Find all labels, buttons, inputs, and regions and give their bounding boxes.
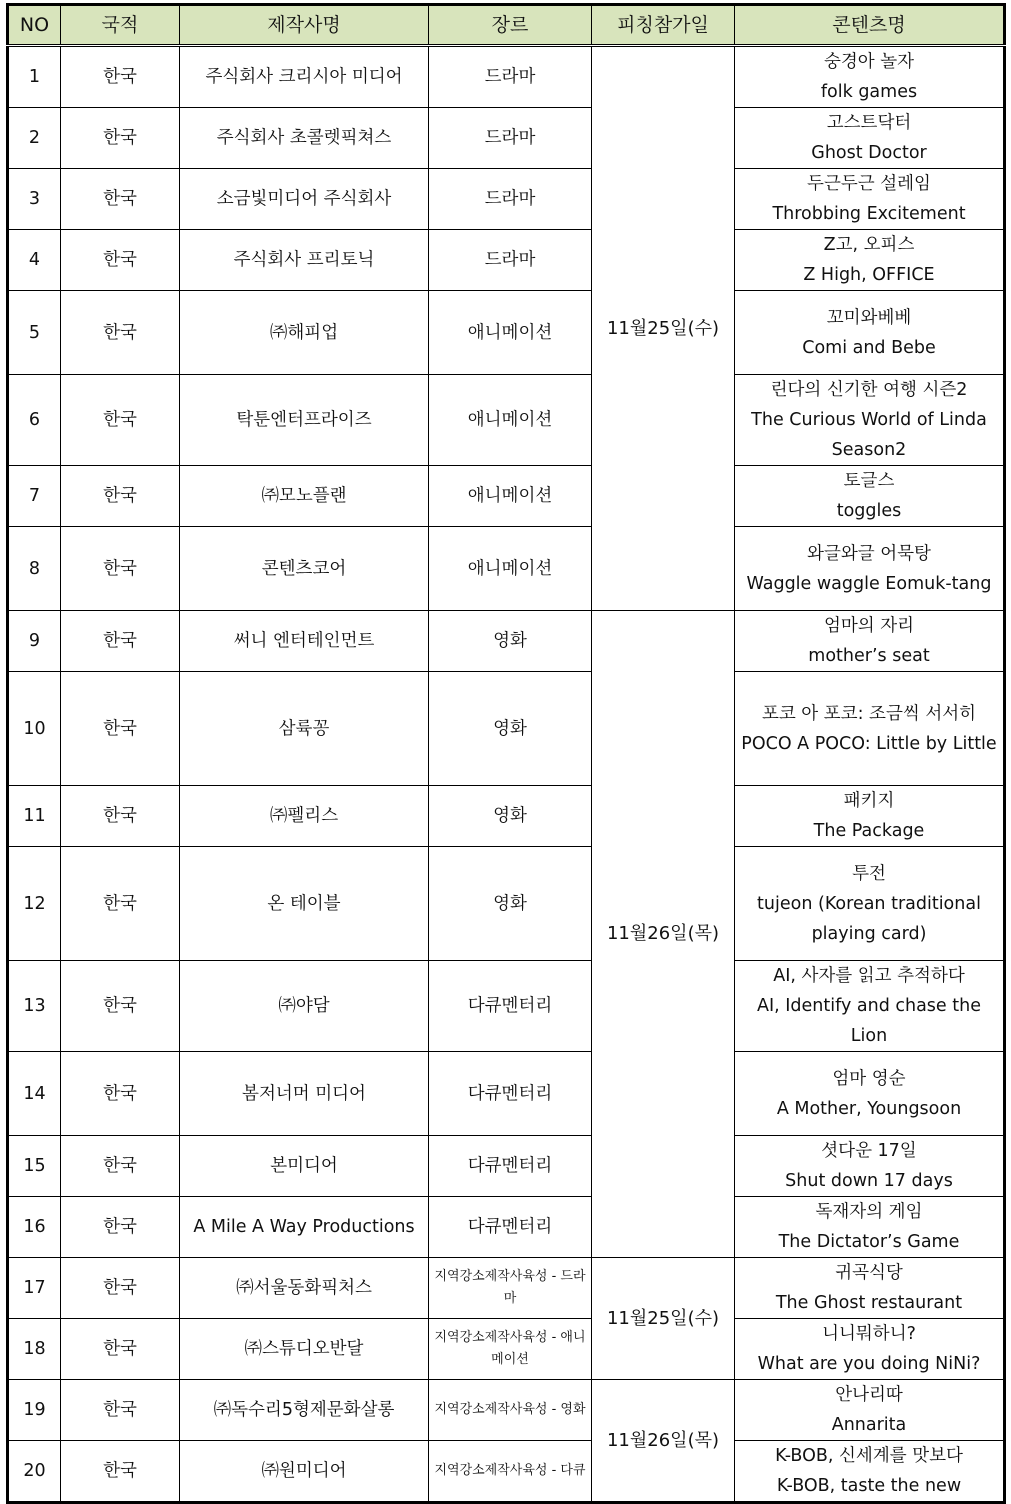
table-row (8, 611, 1005, 672)
table-row (8, 1441, 1005, 1503)
cell-genre: 다큐멘터리 (429, 1197, 592, 1258)
content-table (6, 3, 1006, 1504)
content-title-en: The Curious World of Linda Season2 (751, 410, 987, 460)
cell-content (735, 1197, 1005, 1258)
cell-country: 한국 (61, 230, 180, 291)
table-row (8, 1136, 1005, 1197)
cell-content (735, 291, 1005, 375)
cell-genre: 영화 (429, 611, 592, 672)
content-title-en: tujeon (Korean traditional playing card) (757, 893, 981, 944)
table-row (8, 466, 1005, 527)
table-row (8, 108, 1005, 169)
cell-genre: 영화 (429, 786, 592, 847)
cell-no: 17 (8, 1258, 61, 1319)
cell-company: A Mile A Way Productions (180, 1197, 429, 1258)
cell-content (735, 847, 1005, 961)
cell-content (735, 527, 1005, 611)
cell-content (735, 1319, 1005, 1380)
cell-no: 20 (8, 1441, 61, 1503)
content-title-ko: 린다의 신기한 여행 시즌2 (770, 380, 968, 400)
cell-genre: 드라마 (429, 169, 592, 230)
table-wrapper (6, 3, 1006, 1504)
cell-country: 한국 (61, 1441, 180, 1503)
cell-country: 한국 (61, 108, 180, 169)
cell-company: 써니 엔터테인먼트 (180, 611, 429, 672)
cell-company: ㈜펠리스 (180, 786, 429, 847)
content-title-ko: 와글와글 어묵탕 (807, 543, 931, 564)
content-title-en: The Dictator’s Game (778, 1232, 960, 1252)
cell-no: 15 (8, 1136, 61, 1197)
content-title-en: Ghost Doctor (811, 143, 927, 163)
cell-content (735, 786, 1005, 847)
content-title-ko: 셧다운 17일 (821, 1141, 917, 1161)
content-title-ko: 투전 (852, 863, 886, 884)
cell-country: 한국 (61, 1319, 180, 1380)
content-title-ko: 엄마의 자리 (823, 616, 915, 636)
content-title-ko: 토글스 (843, 471, 895, 491)
cell-content (735, 230, 1005, 291)
content-title-en: K-BOB, taste the new (776, 1476, 962, 1496)
header-content: 콘텐츠명 (735, 5, 1005, 46)
cell-country: 한국 (61, 1136, 180, 1197)
cell-genre: 애니메이션 (429, 375, 592, 466)
cell-genre: 드라마 (429, 230, 592, 291)
cell-content (735, 466, 1005, 527)
cell-company: 주식회사 프리토닉 (180, 230, 429, 291)
header-date: 피칭참가일 (592, 5, 735, 46)
content-title-en: Shut down 17 days (785, 1171, 953, 1191)
content-title-en: Waggle waggle Eomuk-tang (746, 573, 992, 594)
cell-no: 18 (8, 1319, 61, 1380)
cell-content (735, 1136, 1005, 1197)
content-title-en: AI, Identify and chase the Lion (757, 996, 981, 1046)
content-title-en: What are you doing NiNi? (757, 1354, 981, 1374)
cell-no: 6 (8, 375, 61, 466)
cell-no: 14 (8, 1052, 61, 1136)
cell-genre: 애니메이션 (429, 291, 592, 375)
cell-genre: 드라마 (429, 46, 592, 108)
table-row (8, 46, 1005, 108)
cell-content (735, 672, 1005, 786)
content-title-en: Annarita (831, 1415, 907, 1435)
content-title-en: mother’s seat (808, 646, 930, 666)
cell-country: 한국 (61, 466, 180, 527)
cell-no: 16 (8, 1197, 61, 1258)
content-title-en: toggles (836, 501, 902, 521)
header-company: 제작사명 (180, 5, 429, 46)
cell-content (735, 611, 1005, 672)
cell-company: ㈜스튜디오반달 (180, 1319, 429, 1380)
cell-content (735, 961, 1005, 1052)
table-row (8, 847, 1005, 961)
cell-content (735, 46, 1005, 108)
cell-no: 13 (8, 961, 61, 1052)
cell-content (735, 1052, 1005, 1136)
content-title-ko: Z고, 오피스 (823, 235, 915, 255)
content-title-en: Comi and Bebe (802, 337, 936, 358)
cell-date: 11월25일(수) (592, 1258, 735, 1380)
table-row (8, 961, 1005, 1052)
cell-country: 한국 (61, 1052, 180, 1136)
content-title-en: folk games (820, 82, 918, 102)
table-row (8, 1197, 1005, 1258)
cell-content (735, 169, 1005, 230)
content-title-ko: 패키지 (843, 791, 895, 811)
content-title-ko: 엄마 영순 (832, 1068, 906, 1089)
cell-company: ㈜야담 (180, 961, 429, 1052)
content-title-en: The Package (813, 821, 925, 841)
cell-country: 한국 (61, 375, 180, 466)
cell-date: 11월25일(수) (592, 46, 735, 611)
table-row (8, 672, 1005, 786)
cell-genre: 다큐멘터리 (429, 961, 592, 1052)
cell-date: 11월26일(목) (592, 611, 735, 1258)
cell-no: 7 (8, 466, 61, 527)
cell-country: 한국 (61, 786, 180, 847)
cell-no: 19 (8, 1380, 61, 1441)
cell-no: 9 (8, 611, 61, 672)
content-title-ko: 두근두근 설레임 (807, 174, 931, 194)
content-title-en: A Mother, Youngsoon (776, 1098, 962, 1119)
cell-content (735, 1258, 1005, 1319)
cell-genre: 지역강소제작사육성 - 드라마 (429, 1258, 592, 1319)
cell-content (735, 1441, 1005, 1503)
content-title-en: The Ghost restaurant (775, 1293, 963, 1313)
cell-company: ㈜독수리5형제문화살롱 (180, 1380, 429, 1441)
cell-country: 한국 (61, 291, 180, 375)
cell-genre: 드라마 (429, 108, 592, 169)
cell-no: 5 (8, 291, 61, 375)
content-title-ko: 안나리따 (835, 1385, 903, 1405)
cell-genre: 영화 (429, 847, 592, 961)
cell-no: 10 (8, 672, 61, 786)
cell-company: 주식회사 초콜렛픽쳐스 (180, 108, 429, 169)
table-row (8, 1258, 1005, 1319)
cell-country: 한국 (61, 1197, 180, 1258)
cell-genre: 영화 (429, 672, 592, 786)
cell-genre: 지역강소제작사육성 - 다큐 (429, 1441, 592, 1503)
content-title-ko: 귀곡식당 (835, 1263, 903, 1283)
cell-company: ㈜원미디어 (180, 1441, 429, 1503)
table-row (8, 375, 1005, 466)
cell-country: 한국 (61, 169, 180, 230)
cell-country: 한국 (61, 46, 180, 108)
content-title-ko: K-BOB, 신세계를 맛보다 (775, 1446, 963, 1466)
cell-company: 소금빛미디어 주식회사 (180, 169, 429, 230)
content-title-ko: 니니뭐하니? (822, 1324, 916, 1344)
cell-company: ㈜서울동화픽처스 (180, 1258, 429, 1319)
cell-genre: 지역강소제작사육성 - 영화 (429, 1380, 592, 1441)
cell-genre: 지역강소제작사육성 - 애니메이션 (429, 1319, 592, 1380)
header-no: NO (8, 5, 61, 46)
cell-company: ㈜해피업 (180, 291, 429, 375)
cell-company: 탁툰엔터프라이즈 (180, 375, 429, 466)
cell-date: 11월26일(목) (592, 1380, 735, 1503)
cell-country: 한국 (61, 961, 180, 1052)
cell-company: 주식회사 크리시아 미디어 (180, 46, 429, 108)
cell-company: 콘텐츠코어 (180, 527, 429, 611)
cell-country: 한국 (61, 527, 180, 611)
content-title-ko: 꼬미와베베 (826, 307, 912, 328)
cell-no: 4 (8, 230, 61, 291)
cell-company: 본미디어 (180, 1136, 429, 1197)
content-title-en: Throbbing Excitement (772, 204, 966, 224)
cell-country: 한국 (61, 847, 180, 961)
cell-country: 한국 (61, 1258, 180, 1319)
table-row (8, 169, 1005, 230)
content-title-en: POCO A POCO: Little by Little (741, 733, 997, 754)
cell-no: 8 (8, 527, 61, 611)
cell-content (735, 1380, 1005, 1441)
header-row (8, 5, 1005, 46)
cell-country: 한국 (61, 672, 180, 786)
cell-company: 온 테이블 (180, 847, 429, 961)
table-row (8, 1052, 1005, 1136)
cell-content (735, 375, 1005, 466)
content-title-ko: AI, 사자를 읽고 추적하다 (773, 966, 965, 986)
cell-company: ㈜모노플랜 (180, 466, 429, 527)
cell-country: 한국 (61, 1380, 180, 1441)
content-title-ko: 숭경아 놀자 (823, 52, 915, 72)
cell-company: 봄저너머 미디어 (180, 1052, 429, 1136)
cell-genre: 다큐멘터리 (429, 1052, 592, 1136)
table-row (8, 291, 1005, 375)
cell-no: 2 (8, 108, 61, 169)
table-row (8, 230, 1005, 291)
table-row (8, 1319, 1005, 1380)
content-title-en: Z High, OFFICE (803, 265, 935, 285)
table-row (8, 1380, 1005, 1441)
content-title-ko: 포코 아 포코: 조금씩 서서히 (761, 703, 977, 724)
cell-no: 3 (8, 169, 61, 230)
table-row (8, 786, 1005, 847)
cell-company: 삼륙꽁 (180, 672, 429, 786)
table-row (8, 527, 1005, 611)
content-title-ko: 독재자의 게임 (815, 1202, 923, 1222)
cell-no: 1 (8, 46, 61, 108)
cell-content (735, 108, 1005, 169)
header-country: 국적 (61, 5, 180, 46)
cell-genre: 다큐멘터리 (429, 1136, 592, 1197)
cell-no: 12 (8, 847, 61, 961)
cell-country: 한국 (61, 611, 180, 672)
header-genre: 장르 (429, 5, 592, 46)
cell-genre: 애니메이션 (429, 527, 592, 611)
cell-no: 11 (8, 786, 61, 847)
content-title-ko: 고스트닥터 (826, 113, 912, 133)
cell-genre: 애니메이션 (429, 466, 592, 527)
